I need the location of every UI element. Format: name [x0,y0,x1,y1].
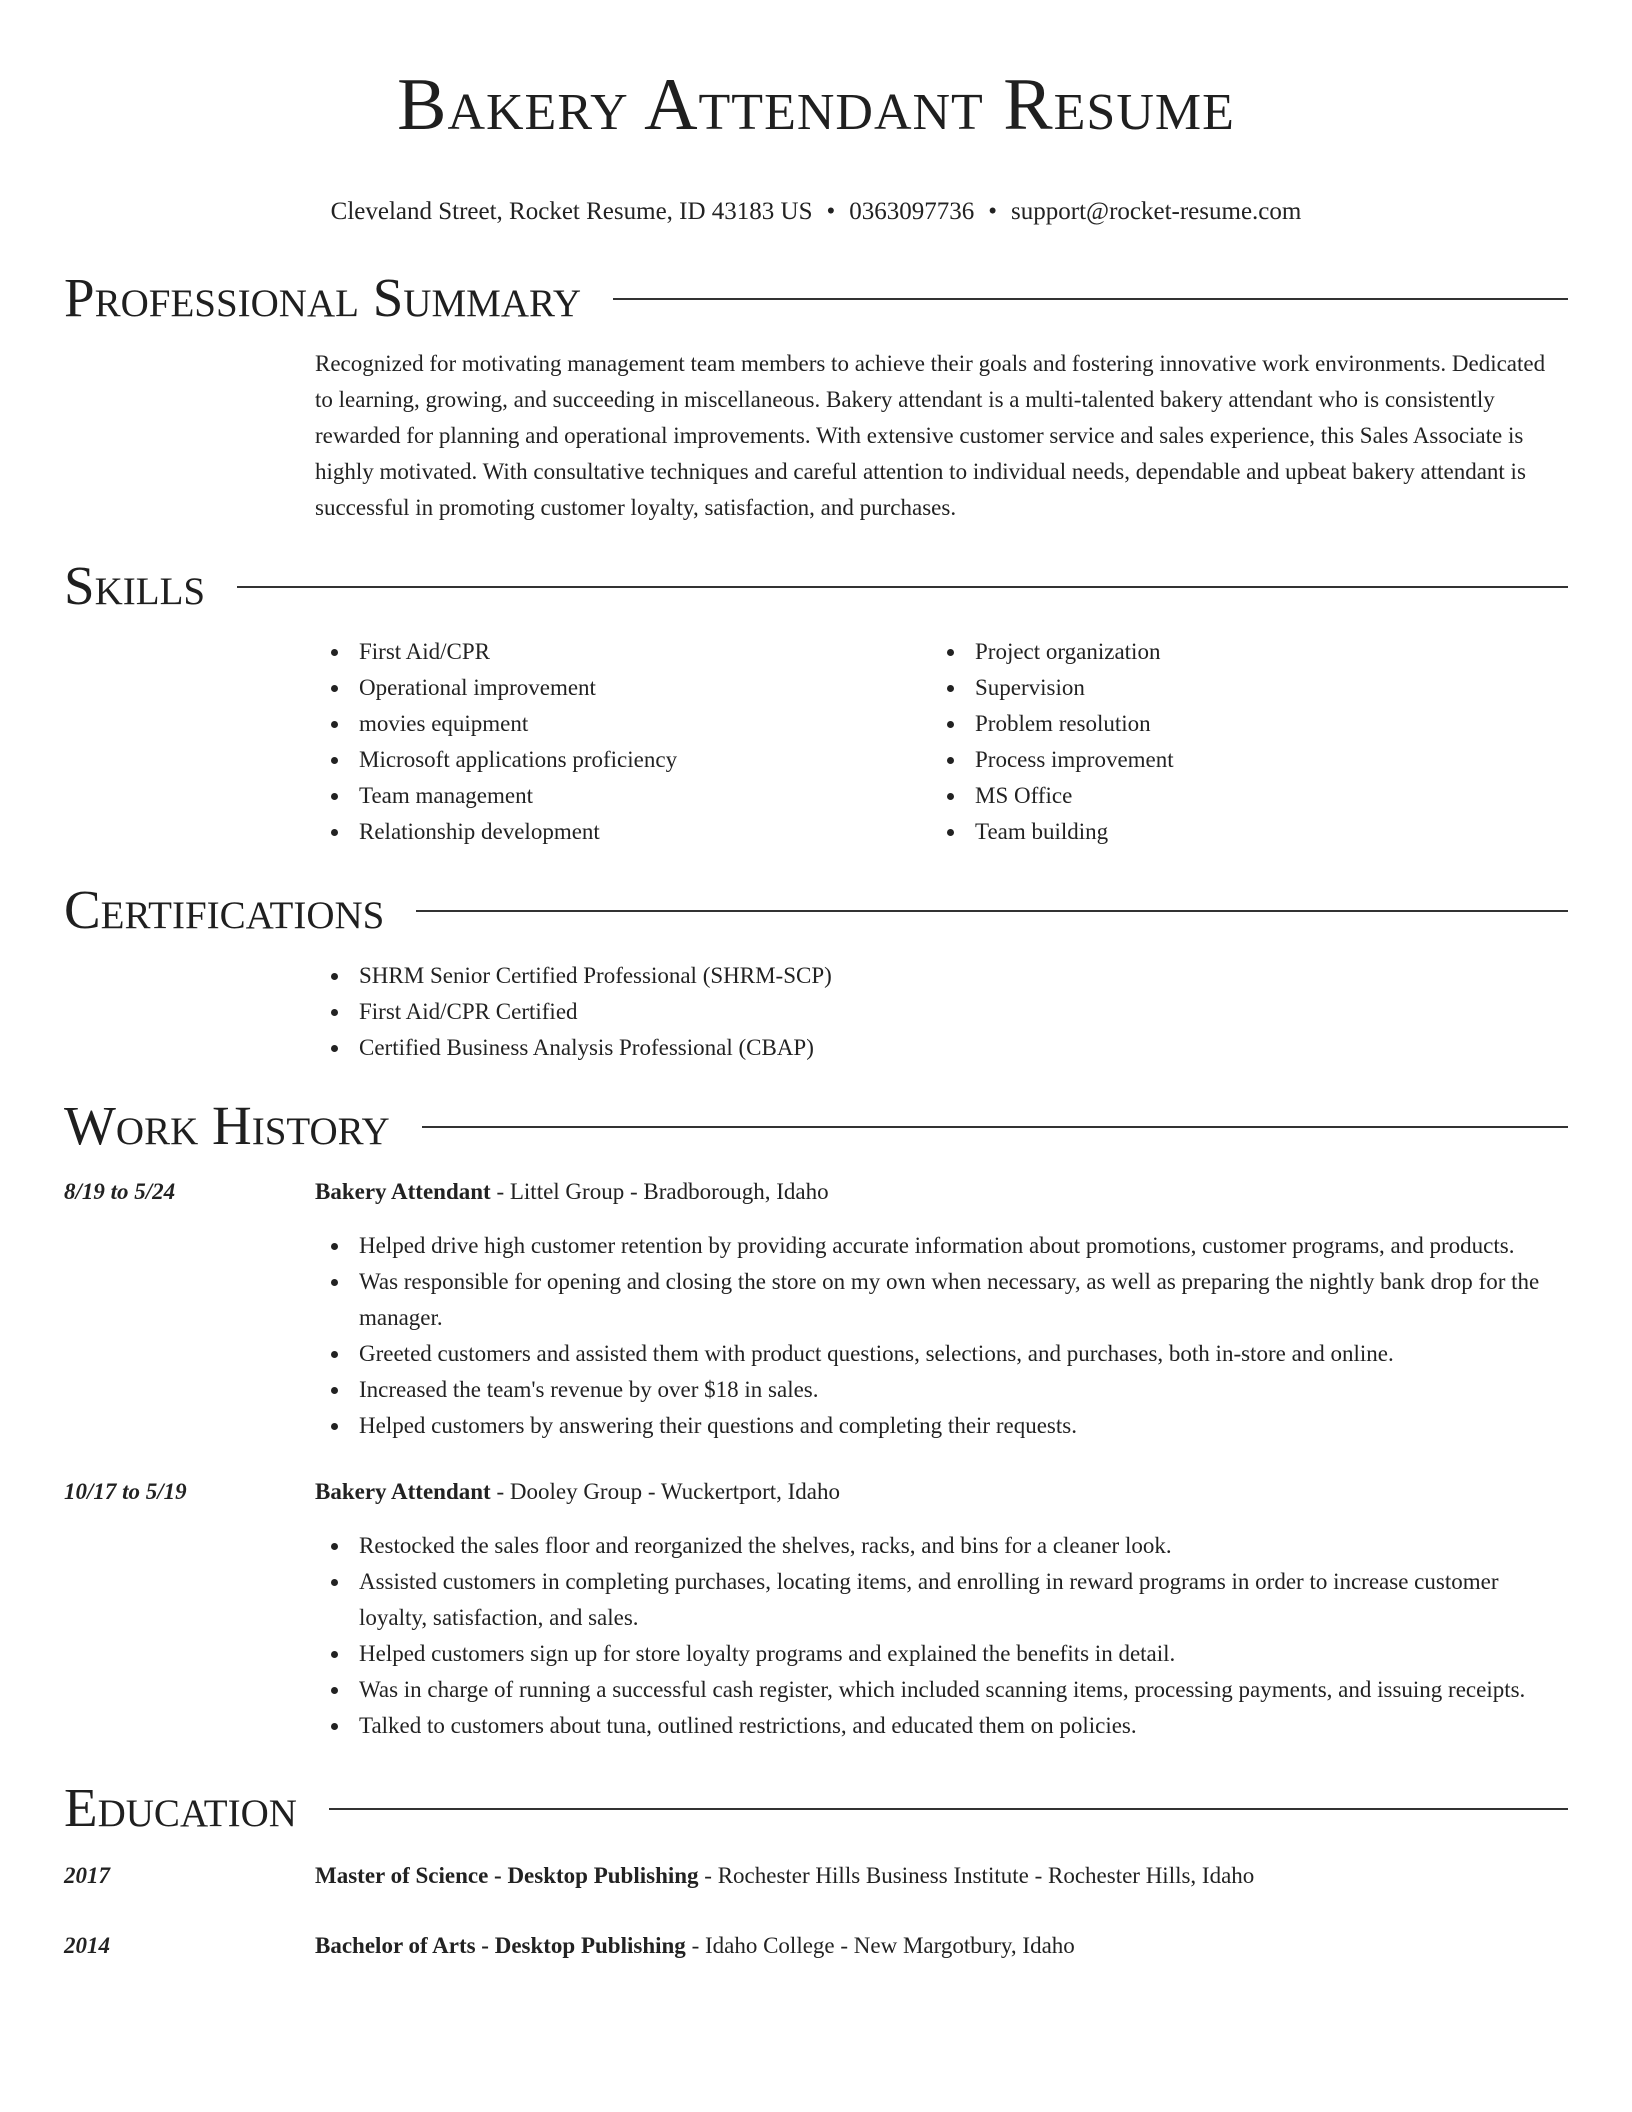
education-institution: - Idaho College - New Margotbury, Idaho [685,1933,1075,1958]
skill-item: movies equipment [315,706,931,742]
skills-list-right [931,634,1547,850]
skill-item: Team building [931,814,1547,850]
job-employer: - Littel Group - Bradborough, Idaho [490,1179,829,1204]
job-bullets [315,1228,1568,1444]
summary-heading: Professional Summary [64,267,582,328]
contact-separator: • [988,198,998,225]
certifications-list [315,958,1568,1066]
skill-item: MS Office [931,778,1547,814]
certifications-header [64,870,1568,950]
job-entry [64,1174,1568,1444]
education-year: 2014 [64,1933,110,1958]
education-detail [315,1928,1568,1964]
contact-separator: • [826,198,836,225]
skills-list-left [315,634,931,850]
summary-header [64,258,1568,338]
certification-item: First Aid/CPR Certified [315,994,1568,1030]
job-bullet: Greeted customers and assisted them with product questions, selections, and purchases, both in-store and online. [315,1336,1568,1372]
job-dates: 8/19 to 5/24 [64,1179,176,1204]
contact-address: Cleveland Street, Rocket Resume, ID 43183 US [330,198,813,225]
education-heading: Education [64,1777,297,1838]
skill-item: Supervision [931,670,1547,706]
education-degree: Master of Science - Desktop Publishing [315,1863,699,1888]
job-role: Bakery Attendant [315,1179,491,1204]
summary-section [64,258,1568,526]
certification-item: Certified Business Analysis Professional (CBAP) [315,1030,1568,1066]
certifications-heading: Certifications [64,879,385,940]
skills-grid [315,634,1568,850]
job-bullet: Increased the team's revenue by over $18 in sales. [315,1372,1568,1408]
contact-email: support@rocket-resume.com [1011,198,1302,225]
job-entry [64,1474,1568,1744]
job-bullet: Was responsible for opening and closing the store on my own when necessary, as well as preparing the nightly bank drop for the manager. [315,1264,1568,1336]
education-institution: - Rochester Hills Business Institute - Rochester Hills, Idaho [698,1863,1255,1888]
job-bullet: Helped customers sign up for store loyalty programs and explained the benefits in detail. [315,1636,1568,1672]
job-dates: 10/17 to 5/19 [64,1479,187,1504]
skills-section [64,546,1568,850]
contact-line [64,196,1568,228]
skill-item: Microsoft applications proficiency [315,742,931,778]
contact-phone: 0363097736 [849,198,975,225]
job-bullet: Helped customers by answering their questions and completing their requests. [315,1408,1568,1444]
section-divider [237,586,1568,588]
skill-item: Operational improvement [315,670,931,706]
education-degree: Bachelor of Arts - Desktop Publishing [315,1933,686,1958]
section-divider [613,298,1568,300]
skills-column-right [931,634,1547,850]
skills-heading: Skills [64,555,206,616]
education-year: 2017 [64,1863,110,1888]
education-header [64,1768,1568,1848]
section-divider [329,1808,1568,1810]
education-detail [315,1858,1568,1894]
certifications-section [64,870,1568,1066]
skill-item: Relationship development [315,814,931,850]
job-headline [315,1174,1568,1210]
job-employer: - Dooley Group - Wuckertport, Idaho [490,1479,841,1504]
section-divider [416,910,1568,912]
education-section [64,1768,1568,1964]
skill-item: Team management [315,778,931,814]
work-history-header [64,1086,1568,1166]
work-history-section [64,1086,1568,1744]
job-bullet: Helped drive high customer retention by providing accurate information about promotions, customer programs, and products. [315,1228,1568,1264]
education-entry [64,1858,1568,1894]
job-detail [315,1174,1568,1444]
job-role: Bakery Attendant [315,1479,491,1504]
job-headline [315,1474,1568,1510]
skills-column-left [315,634,931,850]
work-history-heading: Work History [64,1095,390,1156]
skills-header [64,546,1568,626]
skill-item: Process improvement [931,742,1547,778]
job-bullet: Assisted customers in completing purchases, locating items, and enrolling in reward programs in order to increase customer loyalty, satisfaction, and sales. [315,1564,1568,1636]
job-bullet: Was in charge of running a successful cash register, which included scanning items, processing payments, and issuing receipts. [315,1672,1568,1708]
job-bullet: Restocked the sales floor and reorganized the shelves, racks, and bins for a cleaner look. [315,1528,1568,1564]
resume-title: Bakery Attendant Resume [397,64,1235,146]
certification-item: SHRM Senior Certified Professional (SHRM-SCP) [315,958,1568,994]
skill-item: First Aid/CPR [315,634,931,670]
job-bullets [315,1528,1568,1744]
education-entry [64,1928,1568,1964]
skill-item: Project organization [931,634,1547,670]
skill-item: Problem resolution [931,706,1547,742]
certifications-block [315,958,1568,1066]
summary-text: Recognized for motivating management team members to achieve their goals and fostering innovative work environments. Dedicated to learning, growing, and succeeding in miscellaneous. Bakery attendant is a multi-talented bakery attendant who is consistently rewarded for planning and operational improvements. With extensive customer service and sales experience, this Sales Associate is highly motivated. With consultative techniques and careful attention to individual needs, dependable and upbeat bakery attendant is successful in promoting customer loyalty, satisfaction, and purchases. [315,351,1546,520]
job-bullet: Talked to customers about tuna, outlined restrictions, and educated them on policies. [315,1708,1568,1744]
job-detail [315,1474,1568,1744]
section-divider [422,1126,1568,1128]
